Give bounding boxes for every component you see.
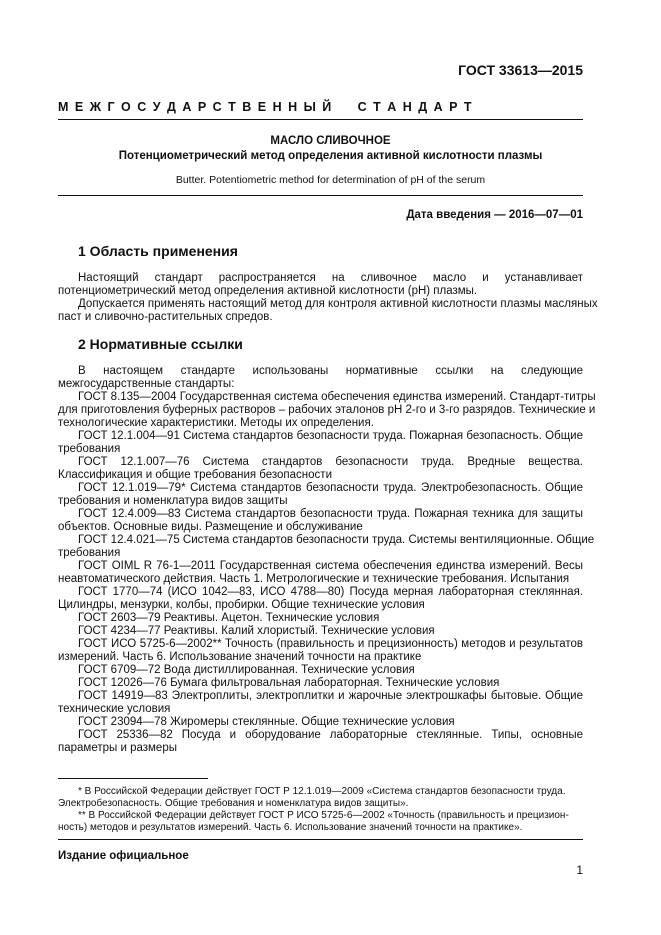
footnote-line: Электробезопасность. Общие требования и номенклатура видов защиты». — [58, 798, 409, 809]
s2-line: ГОСТ 1770—74 (ИСО 1042—83, ИСО 4788—80) Посуда мерная лабораторная стеклянная. — [78, 586, 583, 598]
s1-line: потенциометрический метод определения активной кислотности (рН) плазмы. — [58, 285, 478, 297]
doc-english-title: Butter. Potentiometric method for determination of pH of the serum — [175, 174, 486, 186]
doc-title: МАСЛО СЛИВОЧНОЕ — [270, 135, 391, 147]
s2-line: ГОСТ 12.4.009—83 Система стандартов безопасности труда. Пожарная техника для защиты — [78, 508, 583, 520]
doc-subtitle: Потенциометрический метод определения активной кислотности плазмы — [118, 150, 543, 162]
gost-number: ГОСТ 33613—2015 — [458, 62, 583, 78]
title-rule — [58, 195, 583, 196]
s2-line: ГОСТ 12026—76 Бумага фильтровальная лабораторная. Технические условия — [78, 677, 500, 689]
s2-line: Цилиндры, мензурки, колбы, пробирки. Общие технические условия — [58, 599, 425, 611]
s2-line: Классификация и общие требования безопасности — [58, 469, 332, 481]
s2-line: параметры и размеры — [58, 742, 177, 754]
section-1-heading: 1 Область применения — [78, 243, 238, 259]
s1-line: Допускается применять настоящий метод для контроля активной кислотности плазмы масляных — [78, 298, 598, 310]
s2-line: требования — [58, 443, 121, 455]
footnote-line: ность) методов и результатов измерений. Часть 6. Использование значений точности на практике». — [58, 822, 523, 833]
s2-line: межгосударственные стандарты: — [58, 378, 235, 390]
s2-line: В настоящем стандарте использованы нормативные ссылки на следующие — [78, 365, 583, 377]
edition-label: Издание официальное — [58, 850, 189, 862]
footnote-line: ** В Российской Федерации действует ГОСТ Р ИСО 5725-6—2002 «Точность (правильность и прецизион- — [78, 810, 569, 821]
page-number: 1 — [576, 863, 583, 877]
s2-line: ГОСТ 6709—72 Вода дистиллированная. Технические условия — [78, 664, 415, 676]
header-rule — [58, 119, 583, 120]
s2-line: ГОСТ 25336—82 Посуда и оборудование лабораторные стеклянные. Типы, основные — [78, 729, 583, 741]
s2-line: объектов. Основные виды. Размещение и обслуживание — [58, 521, 363, 533]
s2-line: ГОСТ 4234—77 Реактивы. Калий хлористый. Технические условия — [78, 625, 435, 637]
s2-line: требования — [58, 547, 121, 559]
footnote-rule — [58, 778, 208, 779]
edition-rule — [58, 839, 583, 840]
section-2-heading: 2 Нормативные ссылки — [78, 336, 243, 352]
footnote-line: * В Российской Федерации действует ГОСТ Р 12.1.019—2009 «Система стандартов безопасности труда. — [78, 786, 566, 797]
s2-line: ГОСТ OIML R 76-1—2011 Государственная система обеспечения единства измерений. Весы — [78, 560, 583, 572]
s2-line: ГОСТ 2603—79 Реактивы. Ацетон. Технические условия — [78, 612, 380, 624]
intro-date: Дата введения — 2016—07—01 — [406, 209, 583, 221]
s2-line: ГОСТ 12.1.004—91 Система стандартов безопасности труда. Пожарная безопасность. Общие — [78, 430, 583, 442]
s2-line: ГОСТ 12.1.019—79* Система стандартов безопасности труда. Электробезопасность. Общие — [78, 482, 583, 494]
s2-line: ГОСТ 12.1.007—76 Система стандартов безопасности труда. Вредные вещества. — [78, 456, 583, 468]
s2-line: ГОСТ 8.135—2004 Государственная система обеспечения единства измерений. Стандарт-титры — [78, 391, 596, 403]
s1-line: паст и сливочно-растительных спредов. — [58, 311, 273, 323]
s2-line: ГОСТ 14919—83 Электроплиты, электроплитки и жарочные электрошкафы бытовые. Общие — [78, 690, 583, 702]
s2-line: для приготовления буферных растворов – рабочих эталонов рН 2-го и 3-го разрядов. Технические и — [58, 404, 596, 416]
standard-banner: М Е Ж Г О С У Д А Р С Т В Е Н Н Ы Й С Т А Н Д А Р Т — [58, 100, 474, 114]
s2-line: технологические характеристики. Методы их определения. — [58, 417, 374, 429]
s2-line: технические условия — [58, 703, 171, 715]
s2-line: неавтоматического действия. Часть 1. Метрологические и технические требования. Испытания — [58, 573, 570, 585]
s2-line: измерений. Часть 6. Использование значений точности на практике — [58, 651, 422, 663]
s2-line: ГОСТ 12.4.021—75 Система стандартов безопасности труда. Системы вентиляционные. Общие — [78, 534, 595, 546]
s1-line: Настоящий стандарт распространяется на сливочное масло и устанавливает — [78, 272, 583, 284]
s2-line: ГОСТ ИСО 5725-6—2002** Точность (правильность и прецизионность) методов и результатов — [78, 638, 583, 650]
s2-line: требования и номенклатура видов защиты — [58, 495, 288, 507]
s2-line: ГОСТ 23094—78 Жиромеры стеклянные. Общие технические условия — [78, 716, 455, 728]
